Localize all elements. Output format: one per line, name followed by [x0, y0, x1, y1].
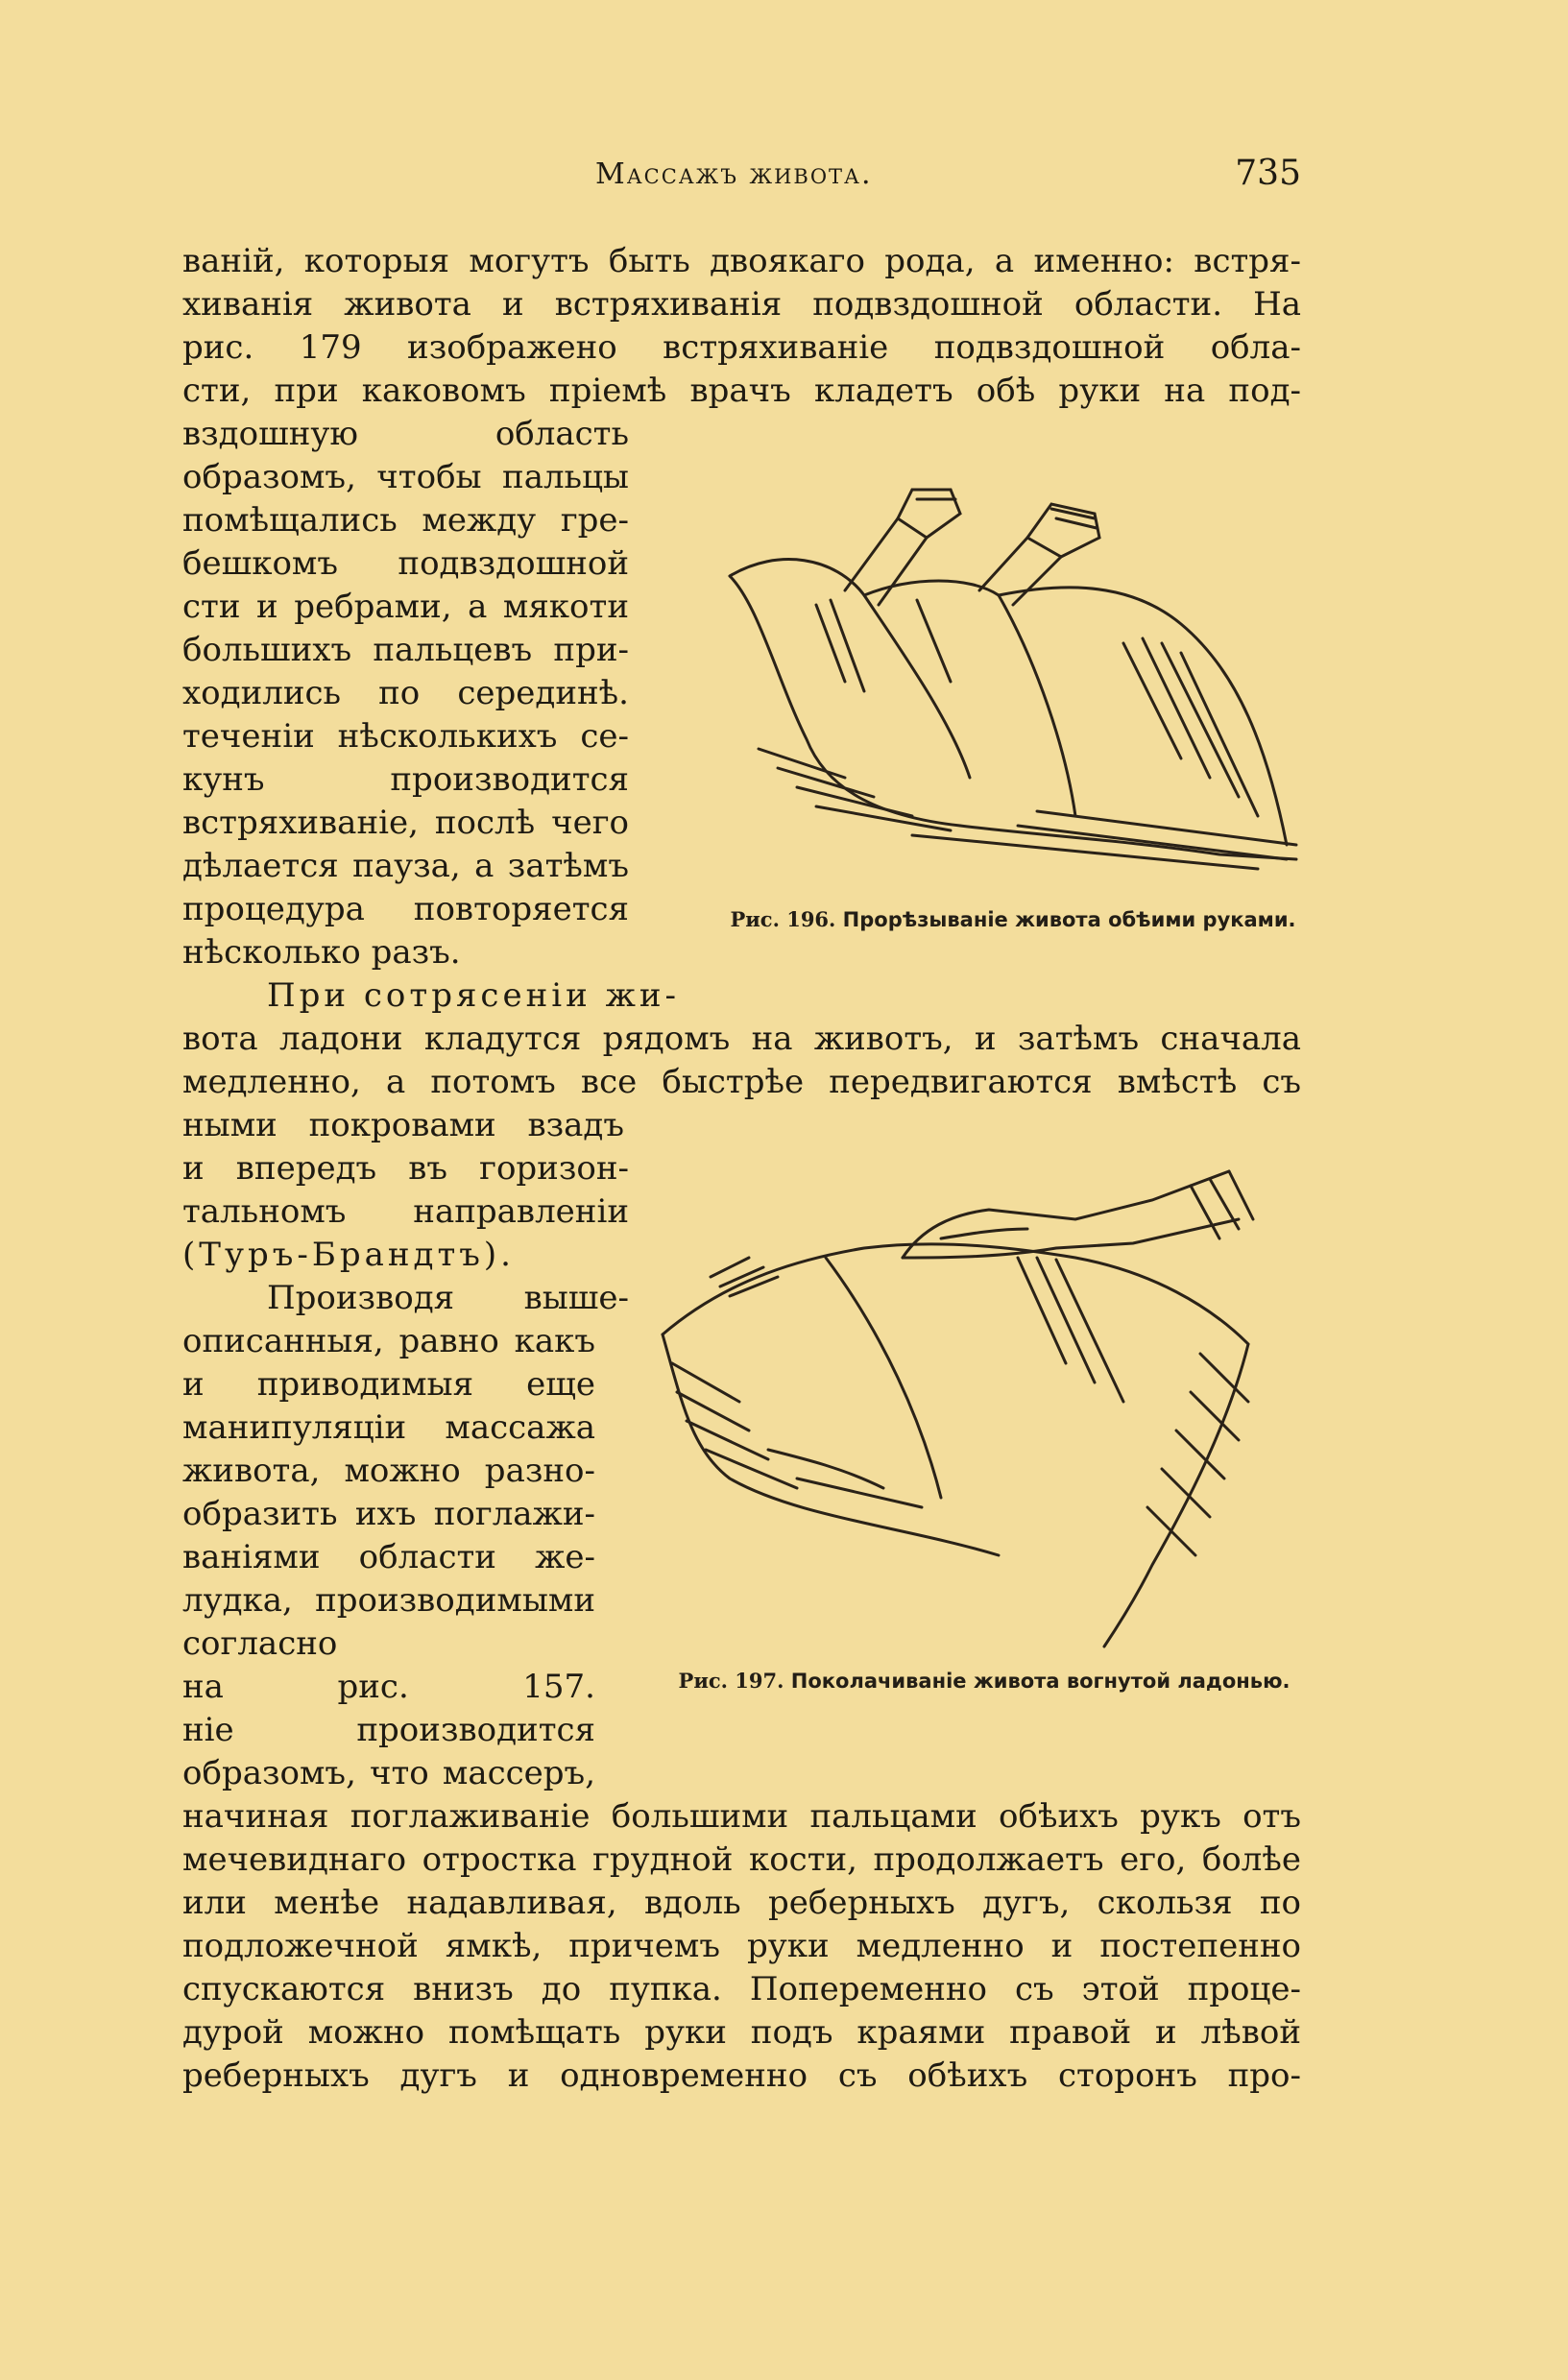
text-line: ными покровами взадъ [182, 1106, 624, 1144]
text-line: реберныхъ дугъ и одновременно съ обѣихъ сторонъ про- [182, 2056, 1301, 2095]
page-header [182, 154, 1301, 202]
text-line: теченіи нѣсколькихъ се- [182, 717, 629, 756]
figure-number: Рис. 197. [678, 1669, 784, 1693]
text-line: ваніями области же- [182, 1538, 595, 1576]
figure-197-caption [653, 1669, 1315, 1694]
text-line: сти, при каковомъ пріемѣ врачъ кладетъ обѣ руки на под- [182, 372, 1301, 410]
text-line: лудка, производимыми [182, 1581, 595, 1620]
text-line: подложечной ямкѣ, причемъ руки медленно и постепенно [182, 1927, 1301, 1965]
text-line: процедура повторяется [182, 890, 629, 928]
figure-caption-text: Прорѣзываніе живота обѣими руками. [842, 908, 1296, 931]
text-line: образомъ, что массеръ, [182, 1754, 595, 1792]
running-head: Массажъ живота. [595, 157, 873, 191]
text-line: и впередъ въ горизон- [182, 1149, 629, 1188]
text-line: образомъ, чтобы пальцы [182, 458, 629, 496]
figure-196-caption [715, 907, 1311, 932]
text-line: и приводимыя еще [182, 1365, 595, 1404]
text-line: образить ихъ поглажи- [182, 1495, 595, 1533]
text-line: нѣсколько разъ. [182, 933, 461, 972]
text-line: ходились по серединѣ. [182, 674, 629, 712]
text-line: спускаются внизъ до пупка. Попеременно съ этой проце- [182, 1970, 1301, 2008]
figure-197-illustration [653, 1114, 1306, 1651]
hands-on-abdomen-engraving [720, 432, 1306, 883]
text-line: ваній, которыя могутъ быть двоякаго рода, а именно: встря- [182, 242, 1301, 280]
text-line: манипуляціи массажа [182, 1408, 595, 1447]
text-line: дѣлается пауза, а затѣмъ [182, 847, 629, 885]
text-line: согласно [182, 1624, 338, 1663]
figure-196-illustration [720, 432, 1306, 883]
page-number: 735 [1235, 154, 1301, 193]
text-line: Производя выше- [267, 1279, 629, 1317]
text-line: тальномъ направленіи [182, 1192, 629, 1231]
text-line: на рис. 157. [182, 1668, 595, 1706]
text-line: живота, можно разно- [182, 1452, 595, 1490]
text-line: медленно, а потомъ все быстрѣе передвигаются вмѣстѣ съ [182, 1063, 1301, 1101]
text-line: ніе производится [182, 1711, 595, 1749]
text-line: или менѣе надавливая, вдоль реберныхъ дугъ, скользя по [182, 1884, 1301, 1922]
cupped-hand-tapping-engraving [653, 1114, 1306, 1651]
figure-caption-text: Поколачиваніе живота вогнутой ладонью. [790, 1670, 1291, 1693]
text-line: вздошную область [182, 415, 629, 453]
text-line: большихъ пальцевъ при- [182, 631, 629, 669]
text-line: описанныя, равно какъ [182, 1322, 595, 1360]
text-line: помѣщались между гре- [182, 501, 629, 540]
text-line: встряхиваніе, послѣ чего [182, 804, 629, 842]
text-line: рис. 179 изображено встряхиваніе подвздошной обла- [182, 328, 1301, 367]
text-line: сти и ребрами, а мякоти [182, 588, 629, 626]
text-line: начиная поглаживаніе большими пальцами обѣихъ рукъ отъ [182, 1797, 1301, 1836]
text-line: вота ладони кладутся рядомъ на животъ, и затѣмъ сначала [182, 1020, 1301, 1058]
text-line: мечевиднаго отростка грудной кости, продолжаетъ его, болѣе [182, 1840, 1301, 1879]
text-line: кунъ производится [182, 760, 629, 799]
text-line: бешкомъ подвздошной [182, 544, 629, 583]
figure-number: Рис. 196. [730, 907, 836, 931]
text-line: хиванія живота и встряхиванія подвздошной области. На [182, 285, 1301, 324]
text-line: При сотрясеніи жи- [267, 976, 681, 1015]
text-line: (Туръ-Брандтъ). [182, 1236, 515, 1274]
text-line: дурой можно помѣщать руки подъ краями правой и лѣвой [182, 2013, 1301, 2052]
